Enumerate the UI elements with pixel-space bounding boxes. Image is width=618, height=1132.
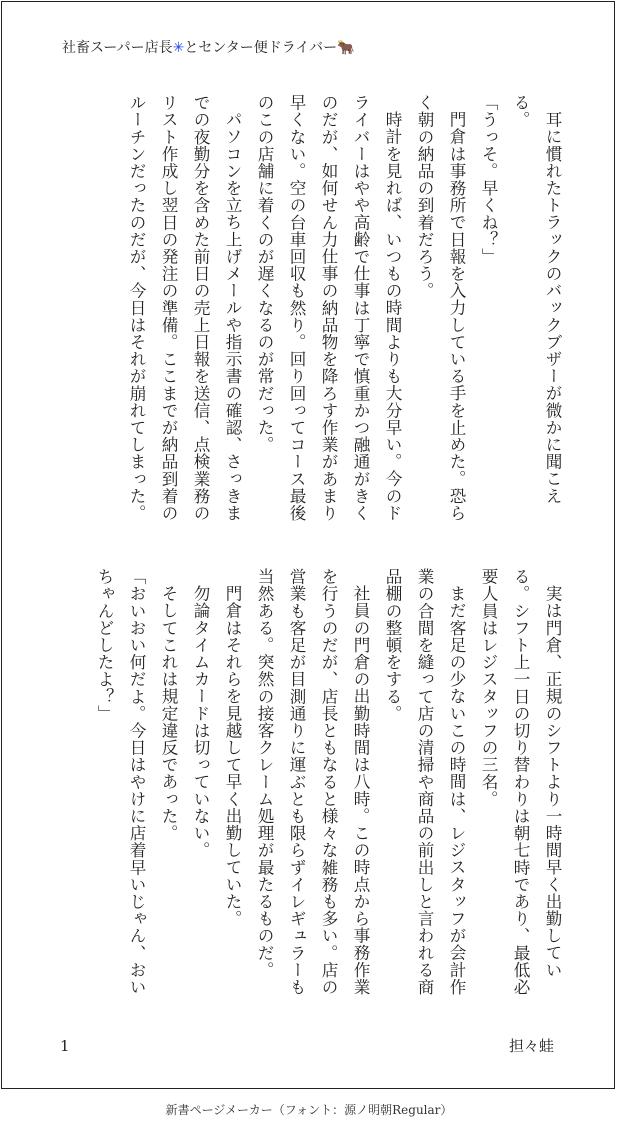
paragraph: 実は門倉、正規のシフトより一時間早く出勤している。シフト上一日の切り替わりは朝七時であり、最低必要人員はレジスタッフの三名。 [479,568,562,996]
dialogue-line: 「おいおい何だよ。今日はやけに店着早いじゃん、おいちゃんどしたよ？」 [95,568,146,996]
footer-caption: 新書ページメーカー（フォント：源ノ明朝Regular） [165,1103,453,1117]
page-frame [1,1,615,1089]
dialogue-line: 「うっそ。早くね？」 [479,94,498,265]
paragraph: 耳に慣れたトラックのバックブザーが微かに聞こえる。 [511,94,562,504]
paragraph: パソコンを立ち上げメールや指示書の確認、さっきまでの夜勤分を含めた前日の売上日報を送信、点検業務のリスト作成し翌日の発注の準備。ここまでが納品到着のルーチンだったのだが、今日はそれが崩れてしまった。 [127,94,242,522]
paragraph: 社員の門倉の出勤時間は八時。この時点から事務作業を行うのだが、店長ともなると様々な雑務も多い。店の営業も客足が目測通りに運ぶとも限らずイレギュラーも当然ある。突然の接客クレーム処理が最たるものだ。 [255,568,370,996]
paragraph: 勿論タイムカードは切っていない。 [191,584,210,859]
bull-icon: 🐂 [337,40,355,56]
page-number: 1 [60,1037,70,1055]
paragraph: まだ客足の少ないこの時間は、レジスタッフが会計作業の合間を縫って店の清掃や商品の前出しと言われる商品棚の整頓をする。 [383,568,466,996]
text-block-bottom [62,568,568,1008]
header-title-part2: とセンター便ドライバー [184,40,338,56]
paragraph: 門倉はそれらを見越して早く出勤していた。 [223,584,242,927]
author-name: 担々蛙 [508,1037,554,1055]
star-icon: ✳ [172,40,185,56]
paragraph: 門倉は事務所で日報を入力している手を止めた。恐らく朝の納品の到着だろう。 [415,94,466,521]
paragraph: そしてこれは規定違反であった。 [159,584,178,842]
text-block-top [62,94,568,534]
page-header [62,36,355,60]
paragraph: 時計を見れば、いつもの時間よりも大分早い。今のドライバーはやや高齢で仕事は丁寧で慎重かつ融通がきくのだが、如何せん力仕事の納品物を降ろす作業があまり早くない。空の台車回収も然り。回り回ってコース最後のこの店舗に着くのが遅くなるのが常だった。 [255,94,402,522]
header-title-part1: 社畜スーパー店長 [62,40,173,56]
